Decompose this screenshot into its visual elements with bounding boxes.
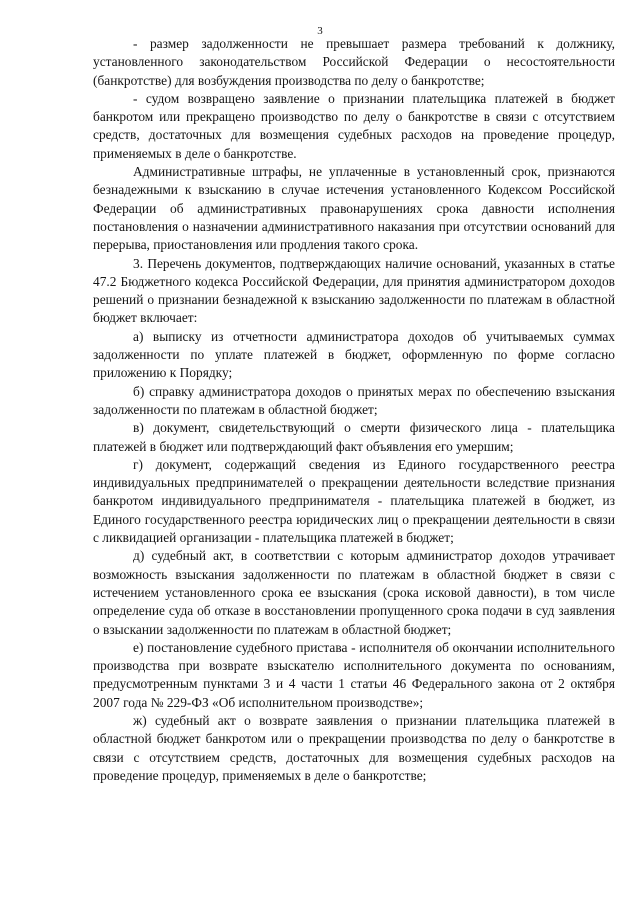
paragraph-item-zh: ж) судебный акт о возврате заявления о признании плательщика платежей в областной бюджет банкротом или о прекращении производства по делу о банкротстве в связи с отсутствием средств, достаточных для возмещения судебных расходов на проведение процедур, применяемых в деле о банкротстве; [93,712,615,783]
document-body [93,35,615,785]
paragraph-court-returned-claim: - судом возвращено заявление о признании плательщика платежей в бюджет банкротом или прекращено производство по делу о банкротстве в связи с отсутствием средств, достаточных для возмещения судебных расходов на проведение процедур, применяемых в деле о банкротстве. [93,90,615,161]
paragraph-item-g: г) документ, содержащий сведения из Единого государственного реестра индивидуальных предпринимателей о прекращении деятельности вследствие признания банкротом индивидуального предпринимателя - плательщика платежей в бюджет, из Единого государственного реестра юридических лиц о прекращении деятельности в связи с ликвидацией организации - плательщика платежей в бюджет; [93,456,615,546]
paragraph-item-e: е) постановление судебного пристава - исполнителя об окончании исполнительного производства при возврате взыскателю исполнительного документа по основаниям, предусмотренным пунктами 3 и 4 части 1 статьи 46 Федерального закона от 2 октября 2007 года № 229-ФЗ «Об исполнительном производстве»; [93,639,615,710]
paragraph-item-3-documents-list: 3. Перечень документов, подтверждающих наличие оснований, указанных в статье 47.2 Бюджетного кодекса Российской Федерации, для принятия администратором доходов решений о признании безнадежной к взысканию задолженности по платежам в областной бюджет включает: [93,255,615,326]
page-number: 3 [317,25,323,37]
paragraph-administrative-fines: Административные штрафы, не уплаченные в установленный срок, признаются безнадежными к взысканию в случае истечения установленного Кодексом Российской Федерации об административных правонарушениях срока давности исполнения постановления о назначении административного наказания при отсутствии оснований для перерыва, приостановления или продления такого срока. [93,164,615,253]
paragraph-debt-threshold: - размер задолженности не превышает размера требований к должнику, установленного законодательством Российской Федерации о несостоятельности (банкротстве) для возбуждения производства по делу о банкротстве; [93,36,615,88]
paragraph-item-a: а) выписку из отчетности администратора доходов об учитываемых суммах задолженности по уплате платежей в бюджет, оформленную по форме согласно приложению к Порядку; [93,328,615,381]
paragraph-item-d: д) судебный акт, в соответствии с которым администратор доходов утрачивает возможность взыскания задолженности по платежам в областной бюджет в связи с истечением установленного срока ее взыскания (срока исковой давности), в том числе определение суда об отказе в восстановлении пропущенного срока подачи в суд заявления о взыскании задолженности по платежам в областной бюджет; [93,548,615,637]
paragraph-item-v: в) документ, свидетельствующий о смерти физического лица - плательщика платежей в бюджет или подтверждающий факт объявления его умершим; [93,420,615,454]
paragraph-item-b: б) справку администратора доходов о принятых мерах по обеспечению взыскания задолженности по платежам в областной бюджет; [93,383,615,417]
